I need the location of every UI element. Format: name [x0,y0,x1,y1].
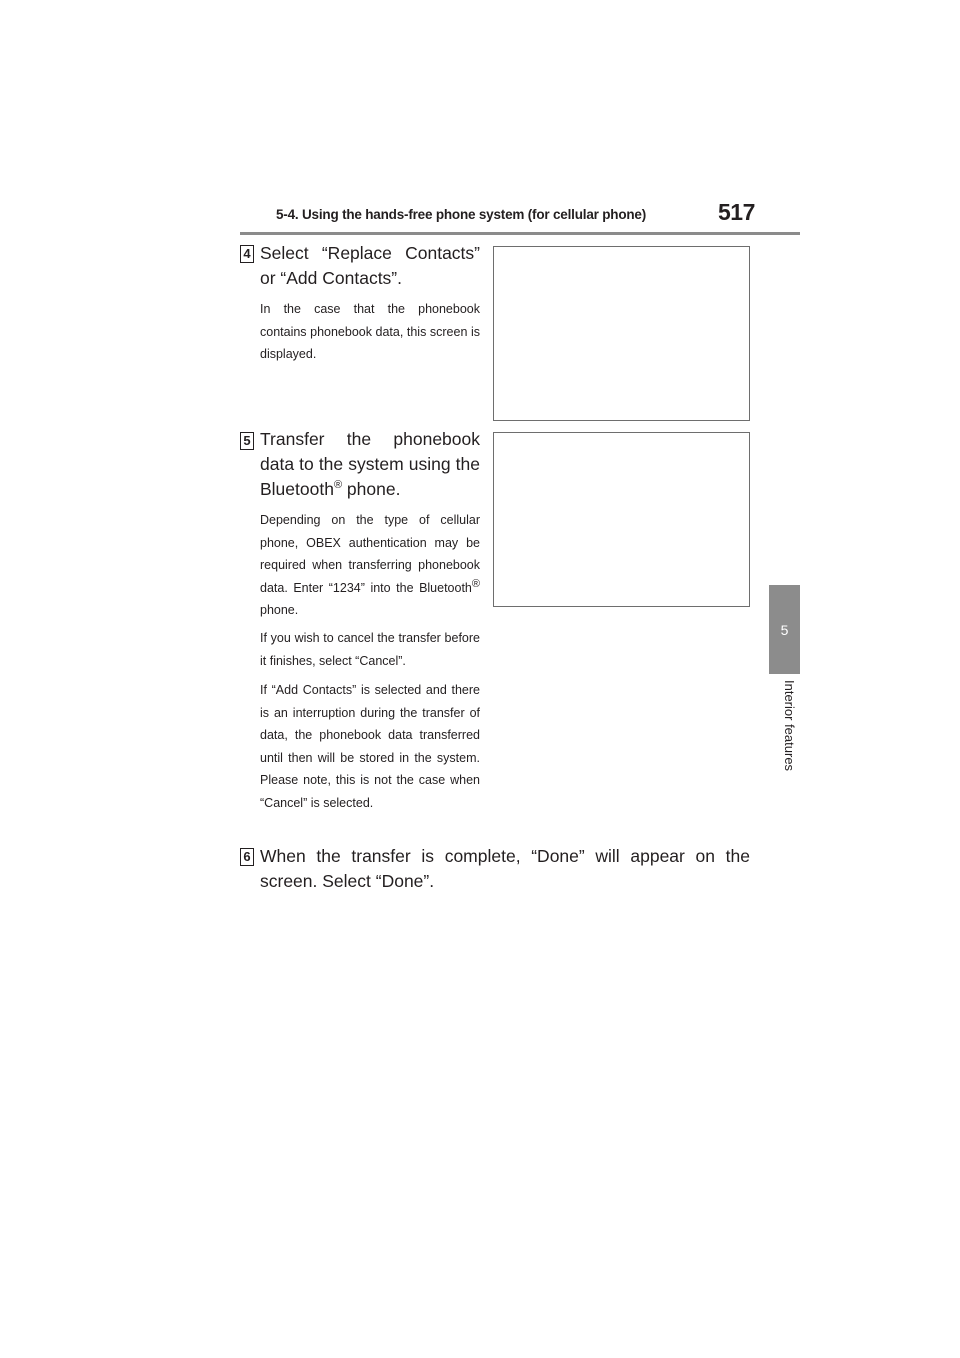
chapter-label: Interior features [782,680,797,772]
step-5-title-text: Transfer the phonebook data to the system using the Bluetooth [260,429,480,499]
obex-note-end: phone. [260,603,299,617]
step-5-badge: 5 [240,432,254,450]
chapter-number: 5 [780,621,789,638]
step-5-title-end: phone. [342,479,401,499]
obex-note-text: Depending on the type of cellular phone, OBEX authentication may be required when transferring phonebook data. Enter “1234” into the Bluetooth [260,513,480,595]
section-title: 5-4. Using the hands-free phone system (for cellular phone) [276,207,647,222]
step-6-badge: 6 [240,848,254,866]
step-4-title: Select “Replace Contacts” or “Add Contacts”. [260,243,480,288]
chapter-tab [769,585,800,674]
step-4-badge: 4 [240,245,254,263]
step-5-note-obex [260,509,480,622]
header-divider [240,232,800,235]
registered-mark: ® [471,577,480,590]
page-number: 517 [718,199,755,225]
step-5-title [260,427,480,502]
step-4-note: In the case that the phonebook contains phonebook data, this screen is displayed. [260,302,480,361]
step-5-note-cancel: If you wish to cancel the transfer before it finishes, select “Cancel”. [260,631,480,668]
step-6-title: When the transfer is complete, “Done” will appear on the screen. Select “Done”. [260,846,750,891]
screen-image-placeholder [493,432,750,607]
step-5-note-interruption: If “Add Contacts” is selected and there is an interruption during the transfer of data, the phonebook data transferred until then will be stored in the system. Please note, this is not the case when “Cancel” is selected. [260,683,480,810]
screen-image-placeholder [493,246,750,421]
registered-mark: ® [333,479,343,492]
